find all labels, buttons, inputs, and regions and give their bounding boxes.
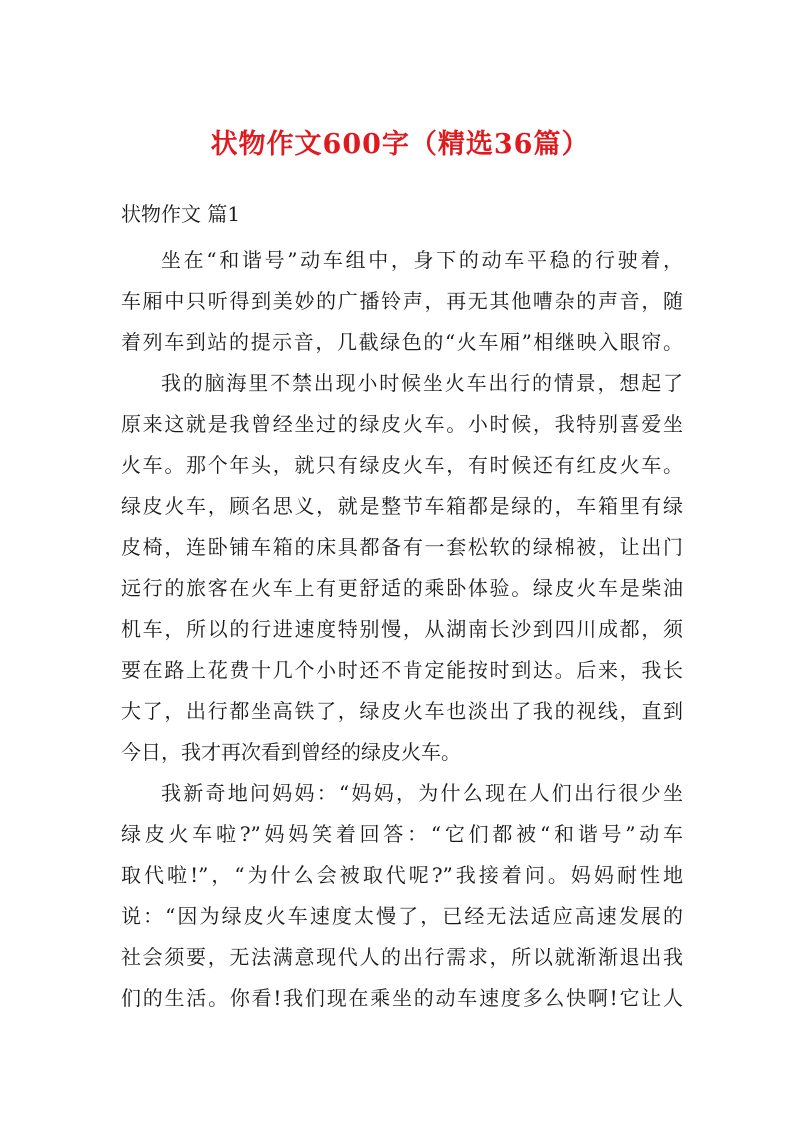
text-line: 绿皮火车啦?”妈妈笑着回答：“它们都被“和谐号”动车: [121, 822, 683, 846]
text-line: 坐在“和谐号”动车组中，身下的动车平稳的行驶着，: [161, 248, 683, 272]
text-line: 绿皮火车，顾名思义，就是整节车箱都是绿的，车箱里有绿: [121, 494, 683, 518]
text-line: 机车，所以的行进速度特别慢，从湖南长沙到四川成都，须: [121, 617, 683, 641]
text-line: 要在路上花费十几个小时还不肯定能按时到达。后来，我长: [121, 658, 683, 682]
text-line: 今日，我才再次看到曾经的绿皮火车。: [121, 740, 461, 764]
text-line: 皮椅，连卧铺车箱的床具都备有一套松软的绿棉被，让出门: [121, 535, 683, 559]
text-line: 我的脑海里不禁出现小时候坐火车出行的情景，想起了: [161, 371, 683, 395]
text-line: 说：“因为绿皮火车速度太慢了，已经无法适应高速发展的: [121, 904, 683, 928]
text-line: 远行的旅客在火车上有更舒适的乘卧体验。绿皮火车是柴油: [121, 576, 683, 600]
text-line: 们的生活。你看!我们现在乘坐的动车速度多么快啊!它让人: [121, 986, 683, 1010]
paragraph: [121, 240, 683, 363]
text-line: 社会须要，无法满意现代人的出行需求，所以就渐渐退出我: [121, 945, 683, 969]
paragraph: [121, 773, 683, 1019]
text-line: 车厢中只听得到美妙的广播铃声，再无其他嘈杂的声音，随: [121, 289, 683, 313]
text-line: 火车。那个年头，就只有绿皮火车，有时候还有红皮火车。: [121, 453, 683, 477]
section-heading: 状物作文 篇1: [121, 202, 241, 226]
text-line: 着列车到站的提示音，几截绿色的“火车厢”相继映入眼帘。: [121, 330, 683, 354]
text-line: 取代啦!”，“为什么会被取代呢?”我接着问。妈妈耐性地: [121, 863, 683, 887]
text-line: 我新奇地问妈妈：“妈妈，为什么现在人们出行很少坐: [161, 781, 683, 805]
text-line: 大了，出行都坐高铁了，绿皮火车也淡出了我的视线，直到: [121, 699, 683, 723]
document-title: 状物作文600字（精选36篇）: [210, 129, 590, 160]
text-line: 原来这就是我曾经坐过的绿皮火车。小时候，我特别喜爱坐: [121, 412, 683, 436]
paragraph: [121, 363, 683, 773]
document-body: [121, 240, 683, 1019]
